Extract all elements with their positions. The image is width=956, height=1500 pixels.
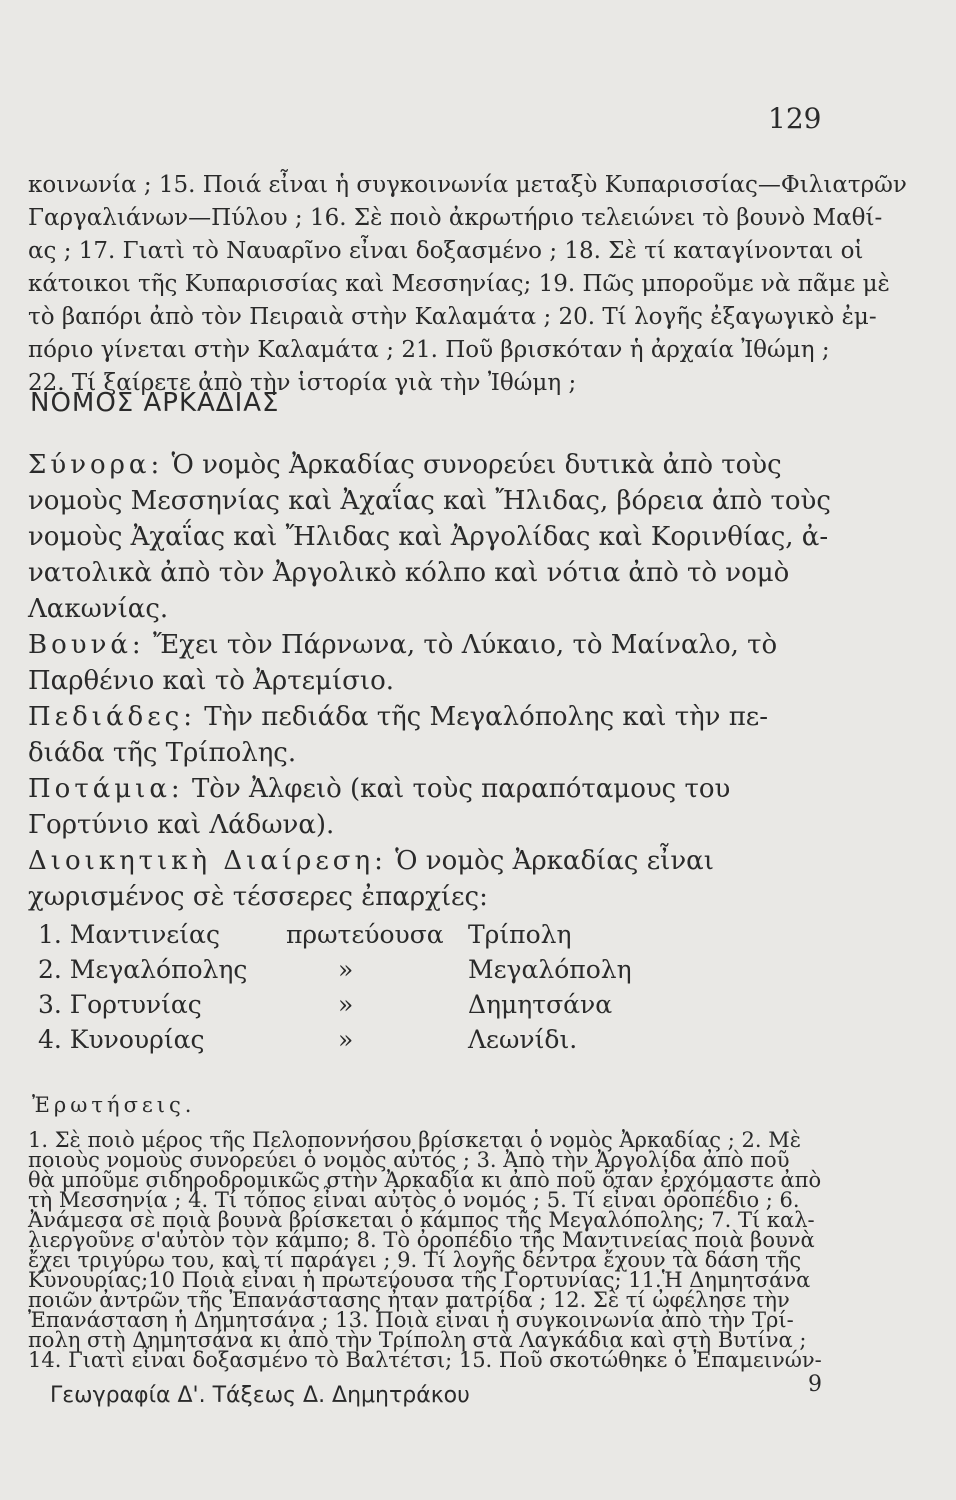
- question-line: 1. Σὲ ποιὸ μέρος τῆς Πελοποννήσου βρίσκεται ὁ νομὸς Ἀρκαδίας ; 2. Μὲ: [28, 1128, 801, 1152]
- province-name: 2. Μεγαλόπολης: [38, 955, 248, 984]
- province-mid: »: [338, 990, 354, 1019]
- text-line: πόριο γίνεται στὴν Καλαμάτα ; 21. Ποῦ βρισκόταν ἡ ἀρχαία Ἰθώμη ;: [28, 337, 830, 363]
- text-line: κάτοικοι τῆς Κυπαρισσίας καὶ Μεσσηνίας; 19. Πῶς μποροῦμε νὰ πᾶμε μὲ: [28, 271, 890, 297]
- province-capital: Μεγαλόπολη: [468, 955, 632, 984]
- province-capital: Τρίπολη: [468, 920, 572, 949]
- plains-text: Τὴν πεδιάδα τῆς Μεγαλόπολης καὶ τὴν πε-: [204, 702, 769, 732]
- question-line: 14. Γιατὶ εἶναι δοξασμένο τὸ Βαλτέτσι; 15. Ποῦ σκοτώθηκε ὁ Ἐπαμεινών-: [28, 1348, 822, 1372]
- division-line: [28, 846, 714, 876]
- province-capital: Λεωνίδι.: [468, 1025, 578, 1054]
- mountains-line: [28, 630, 777, 660]
- question-line: λιεργοῦνε σ'αὐτὸν τὸν κάμπο; 8. Τὸ ὀροπέδιο τῆς Μαντινείας ποιὰ βουνὰ: [28, 1228, 815, 1252]
- question-line: Κυνουρίας;10 Ποιὰ εἶναι ἡ πρωτεύουσα τῆς Γορτυνίας; 11.Ἡ Δημητσάνα: [28, 1268, 811, 1292]
- province-name: 4. Κυνουρίας: [38, 1025, 205, 1054]
- text-line: Γαργαλιάνων—Πύλου ; 16. Σὲ ποιὸ ἀκρωτήριο τελειώνει τὸ βουνὸ Μαθί-: [28, 205, 883, 231]
- question-line: ποιοὺς νομοὺς συνορεύει ὁ νομὸς αὐτός ; 3. Ἀπὸ τὴν Ἀργολίδα ἀπὸ ποῦ: [28, 1148, 790, 1172]
- footer-book-title: Γεωγραφία Δ'. Τάξεως Δ. Δημητράκου: [50, 1383, 470, 1408]
- province-mid: »: [338, 955, 354, 984]
- rivers-label: Ποτάμια:: [28, 774, 184, 804]
- text-line: ας ; 17. Γιατὶ τὸ Ναυαρῖνο εἶναι δοξασμένο ; 18. Σὲ τί καταγίνονται οἱ: [28, 238, 864, 264]
- text-line: 22. Τί ξαίρετε ἀπὸ τὴν ἱστορία γιὰ τὴν Ἰθώμη ;: [28, 370, 577, 396]
- questions-label: Ἐρωτήσεις.: [32, 1093, 196, 1117]
- text-line: τὸ βαπόρι ἀπὸ τὸν Πειραιὰ στὴν Καλαμάτα ; 20. Τί λογῆς ἐξαγωγικὸ ἐμ-: [28, 304, 877, 330]
- plains-line: [28, 702, 768, 732]
- province-mid: »: [338, 1025, 354, 1054]
- question-line: τὴ Μεσσηνία ; 4. Τί τόπος εἶναι αὐτὸς ὁ νομός ; 5. Τί εἶναι ὀροπέδιο ; 6.: [28, 1188, 800, 1212]
- text-line: χωρισμένος σὲ τέσσερες ἐπαρχίες:: [28, 882, 488, 912]
- borders-label: Σύνορα:: [28, 450, 164, 480]
- province-capital: Δημητσάνα: [468, 990, 613, 1019]
- plains-label: Πεδιάδες:: [28, 702, 196, 732]
- page-number: 129: [768, 102, 822, 135]
- text-line: νομοὺς Μεσσηνίας καὶ Ἀχαΐας καὶ Ἤλιδας, βόρεια ἀπὸ τοὺς: [28, 486, 831, 516]
- borders-text: Ὁ νομὸς Ἀρκαδίας συνορεύει δυτικὰ ἀπὸ τοὺς: [171, 450, 782, 480]
- rivers-text: Τὸν Ἀλφειὸ (καὶ τοὺς παραπόταμους του: [191, 774, 731, 804]
- mountains-text: Ἔχει τὸν Πάρνωνα, τὸ Λύκαιο, τὸ Μαίναλο, τὸ: [152, 630, 778, 660]
- province-name: 1. Μαντινείας: [38, 920, 220, 949]
- province-mid: πρωτεύουσα: [286, 920, 444, 949]
- section-title: ΝΟΜΟΣ ΑΡΚΑΔΙΑΣ: [30, 388, 280, 418]
- text-line: Λακωνίας.: [28, 594, 169, 624]
- text-line: Παρθένιο καὶ τὸ Ἀρτεμίσιο.: [28, 666, 394, 696]
- question-line: Ἐπανάσταση ἡ Δημητσάνα ; 13. Ποιὰ εἶναι ἡ συγκοινωνία ἀπὸ τὴν Τρί-: [28, 1308, 794, 1332]
- text-line: κοινωνία ; 15. Ποιά εἶναι ἡ συγκοινωνία μεταξὺ Κυπαρισσίας—Φιλιατρῶν: [28, 172, 907, 198]
- text-line: νατολικὰ ἀπὸ τὸν Ἀργολικὸ κόλπο καὶ νότια ἀπὸ τὸ νομὸ: [28, 558, 790, 588]
- borders-line: [28, 450, 782, 480]
- signature-mark: 9: [808, 1372, 822, 1397]
- division-label: Διοικητικὴ Διαίρεση:: [28, 846, 387, 876]
- text-line: νομοὺς Ἀχαΐας καὶ Ἤλιδας καὶ Ἀργολίδας καὶ Κορινθίας, ἀ-: [28, 522, 829, 552]
- question-line: θὰ μποῦμε σιδηροδρομικῶς στὴν Ἀρκαδία κι ἀπὸ ποῦ ὅταν ἐρχόμαστε ἀπὸ: [28, 1168, 822, 1192]
- text-line: Γορτύνιο καὶ Λάδωνα).: [28, 810, 335, 840]
- question-line: πολη στὴ Δημητσάνα κι ἀπὸ τὴν Τρίπολη στὰ Λαγκάδια καὶ στὴ Βυτίνα ;: [28, 1328, 807, 1352]
- mountains-label: Βουνά:: [28, 630, 145, 660]
- question-line: ἔχει τριγύρω του, καὶ τί παράγει ; 9. Τί λογῆς δέντρα ἔχουν τὰ δάση τῆς: [28, 1248, 802, 1272]
- question-line: Ἀνάμεσα σὲ ποιὰ βουνὰ βρίσκεται ὁ κάμπος τῆς Μεγαλόπολης; 7. Τί καλ-: [28, 1208, 815, 1232]
- text-line: διάδα τῆς Τρίπολης.: [28, 738, 297, 768]
- division-text: Ὁ νομὸς Ἀρκαδίας εἶναι: [395, 846, 714, 876]
- province-name: 3. Γορτυνίας: [38, 990, 202, 1019]
- question-line: ποιῶν ἀντρῶν τῆς Ἐπανάστασης ἦταν πατρίδα ; 12. Σὲ τί ὠφέλησε τὴν: [28, 1288, 790, 1312]
- rivers-line: [28, 774, 730, 804]
